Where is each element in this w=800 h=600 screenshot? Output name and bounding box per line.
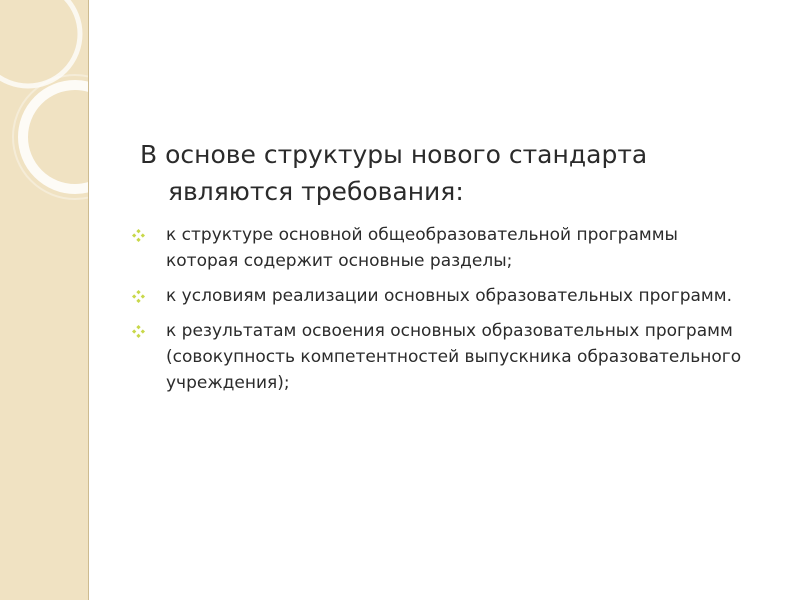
slide-heading (140, 136, 780, 210)
list-item-text: (совокупность компетентностей выпускника образовательного (166, 347, 742, 367)
list-item-text: которая содержит основные разделы; (166, 251, 513, 271)
ring-decoration-icon (0, 0, 88, 600)
list-item-implementation-conditions (132, 283, 780, 309)
four-diamond-bullet-icon (132, 229, 145, 242)
decorative-side-panel (0, 0, 89, 600)
heading-line-1: В основе структуры нового стандарта (140, 140, 648, 169)
list-item-text: к результатам освоения основных образовательных программ (166, 321, 733, 341)
requirements-list (132, 222, 780, 396)
list-item-text: к условиям реализации основных образовательных программ. (166, 286, 732, 306)
slide-content (140, 136, 780, 405)
list-item-learning-outcomes (132, 318, 780, 396)
list-item-program-structure (132, 222, 780, 274)
four-diamond-bullet-icon (132, 325, 145, 338)
list-item-text: учреждения); (166, 373, 290, 393)
heading-line-2: являются требования: (168, 177, 464, 206)
list-item-text: к структуре основной общеобразовательной программы (166, 225, 678, 245)
four-diamond-bullet-icon (132, 290, 145, 303)
